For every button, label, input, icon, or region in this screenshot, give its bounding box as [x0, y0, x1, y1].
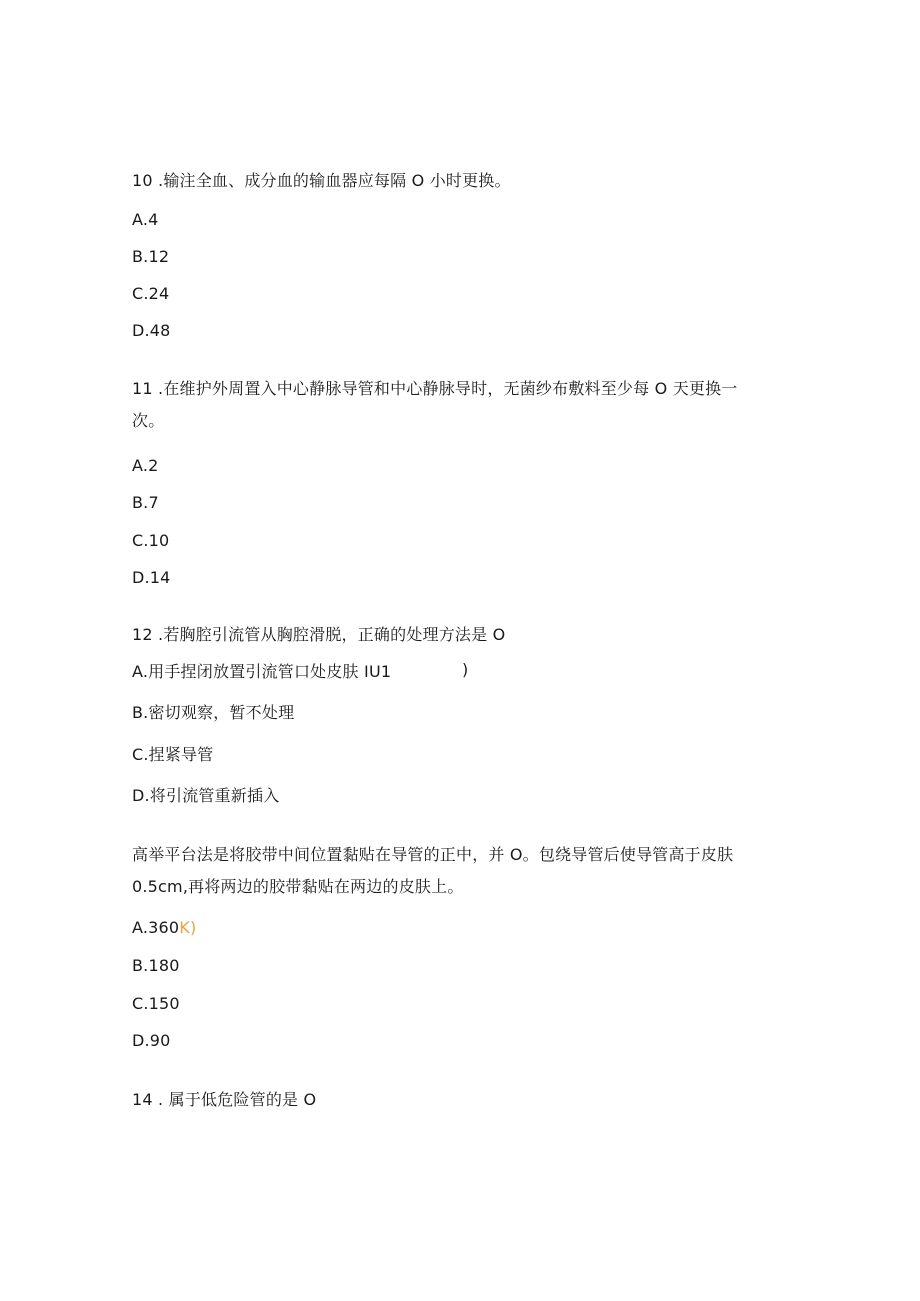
- question-11-option-c: C.10: [132, 531, 170, 550]
- stray-parenthesis: ): [462, 660, 469, 679]
- question-14-stem: 14 . 属于低危险管的是 O: [132, 1090, 317, 1109]
- question-11-option-d: D.14: [132, 568, 171, 587]
- question-12-stem: 12 .若胸腔引流管从胸腔滑脱，正确的处理方法是 O: [132, 625, 506, 644]
- question-11-option-b: B.7: [132, 493, 159, 512]
- question-10-option-b: B.12: [132, 247, 170, 266]
- question-13-stem-line-1: 高举平台法是将胶带中间位置黏贴在导管的正中，并 O。包绕导管后使导管高于皮肤: [132, 845, 734, 864]
- question-10-option-a: A.4: [132, 210, 159, 229]
- question-13-option-a: [132, 918, 196, 938]
- question-11-stem-line-2: 次。: [132, 411, 165, 430]
- question-10-option-d: D.48: [132, 321, 171, 340]
- question-11-option-a: A.2: [132, 456, 159, 475]
- question-12-option-c: C.捏紧导管: [132, 745, 214, 764]
- question-10-option-c: C.24: [132, 284, 170, 303]
- question-13-option-d: D.90: [132, 1031, 171, 1050]
- question-12-option-a: A.用手捏闭放置引流管口处皮肤 IU1: [132, 662, 392, 681]
- question-13-stem-line-2: 0.5cm,再将两边的胶带黏贴在两边的皮肤上。: [132, 877, 464, 896]
- question-10-stem: 10 .输注全血、成分血的输血器应每隔 O 小时更换。: [132, 171, 511, 190]
- question-13-option-c: C.150: [132, 994, 180, 1013]
- question-13-option-a-text: A.360: [132, 918, 180, 937]
- question-12-option-d: D.将引流管重新插入: [132, 786, 280, 805]
- question-13-option-a-mark: K): [179, 918, 197, 937]
- question-11-stem-line-1: 11 .在维护外周置入中心静脉导管和中心静脉导时，无菌纱布敷料至少每 O 天更换一: [132, 379, 738, 398]
- question-12-option-b: B.密切观察，暂不处理: [132, 703, 295, 722]
- question-13-option-b: B.180: [132, 956, 180, 975]
